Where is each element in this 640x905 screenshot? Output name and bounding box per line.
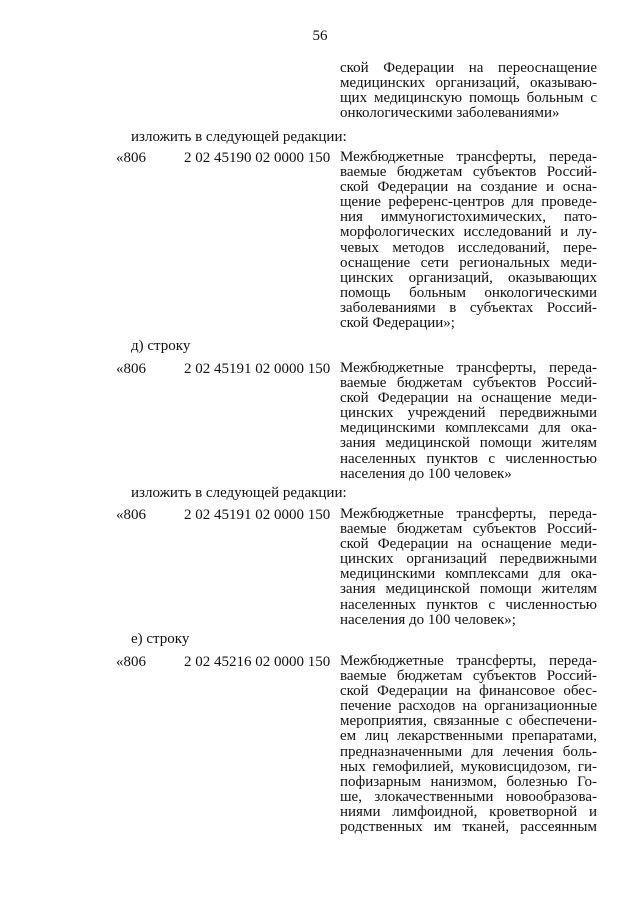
desc-line: предназначенными для лечения боль- [340, 743, 597, 760]
budget-classification-code: 2 02 45216 02 0000 150 [184, 654, 331, 670]
row-description [340, 507, 597, 628]
budget-classification-code: 2 02 45191 02 0000 150 [184, 507, 331, 523]
desc-line: ния иммуногистохимических, пато- [340, 209, 597, 226]
desc-line: помощь больным онкологическими [340, 284, 597, 301]
row-description [340, 654, 597, 835]
desc-line: мероприятия, связанные с обеспечени- [340, 713, 597, 730]
desc-line: населения до 100 человек»; [340, 611, 516, 628]
budget-classification-code: 2 02 45190 02 0000 150 [184, 150, 331, 166]
desc-line: ской Федерации на финансовое обес- [340, 683, 597, 700]
desc-line: зания медицинской помощи жителям [340, 435, 597, 452]
desc-line: ных гемофилией, муковисцидозом, ги- [340, 758, 597, 775]
desc-line: чевых методов исследований, пере- [340, 239, 597, 256]
desc-line: Межбюджетные трансферты, переда- [340, 149, 597, 165]
desc-line: цинских организаций передвижными [340, 551, 597, 568]
intro-description [340, 61, 597, 121]
admin-code: «806 [116, 150, 146, 166]
desc-line: ской Федерации на оснащение меди- [340, 390, 597, 407]
paragraph-edit-instruction: изложить в следующей редакции: [131, 129, 347, 145]
desc-line: ваемые бюджетам субъектов Россий- [340, 521, 597, 538]
budget-classification-code: 2 02 45191 02 0000 150 [184, 361, 331, 377]
admin-code: «806 [116, 361, 146, 377]
desc-line: цинских учреждений передвижными [340, 405, 597, 422]
desc-line: ниями лимфоидной, кроветворной и [340, 803, 597, 820]
intro-desc-line: ской Федерации на переоснащение [340, 60, 597, 76]
desc-line: пофизарным нанизмом, болезнью Го- [340, 773, 597, 790]
desc-line: ской Федерации»; [340, 315, 455, 332]
desc-line: морфологических исследований и лу- [340, 224, 597, 241]
desc-line: ваемые бюджетам субъектов Россий- [340, 375, 597, 392]
intro-desc-line: онкологическими заболеваниями» [340, 105, 560, 122]
desc-line: ской Федерации на оснащение меди- [340, 536, 597, 553]
desc-line: ше, злокачественными новообразова- [340, 788, 597, 805]
desc-line: населенных пунктов с численностью [340, 596, 597, 613]
desc-line: зания медицинской помощи жителям [340, 581, 597, 598]
desc-line: населенных пунктов с численностью [340, 450, 597, 467]
paragraph-item-d: д) строку [131, 338, 191, 354]
paragraph-edit-instruction: изложить в следующей редакции: [131, 485, 347, 501]
desc-line: ской Федерации на создание и осна- [340, 179, 597, 196]
desc-line: Межбюджетные трансферты, переда- [340, 653, 597, 669]
desc-line: ем лиц лекарственными препаратами, [340, 728, 597, 745]
desc-line: печение расходов на организационные [340, 698, 597, 715]
desc-line: ваемые бюджетам субъектов Россий- [340, 164, 597, 181]
desc-line: оснащение сети региональных меди- [340, 254, 597, 271]
row-description [340, 150, 597, 331]
intro-desc-line: медицинских организаций, оказываю- [340, 75, 597, 92]
desc-line: Межбюджетные трансферты, переда- [340, 360, 597, 376]
desc-line: населения до 100 человек» [340, 465, 512, 482]
admin-code: «806 [116, 654, 146, 670]
admin-code: «806 [116, 507, 146, 523]
paragraph-item-e: е) строку [131, 631, 190, 647]
desc-line: цинских организаций, оказывающих [340, 269, 597, 286]
desc-line: медицинскими комплексами для ока- [340, 566, 597, 583]
intro-desc-line: щих медицинскую помощь больным с [340, 90, 597, 107]
page-number: 56 [312, 28, 328, 44]
desc-line: щение референс-центров для проведе- [340, 194, 597, 211]
row-description [340, 361, 597, 482]
desc-line: Межбюджетные трансферты, переда- [340, 506, 597, 522]
desc-line: заболеваниями в субъектах Россий- [340, 299, 597, 316]
desc-line: родственных им тканей, рассеянным [340, 819, 597, 836]
desc-line: ваемые бюджетам субъектов Россий- [340, 668, 597, 685]
desc-line: медицинскими комплексами для ока- [340, 420, 597, 437]
